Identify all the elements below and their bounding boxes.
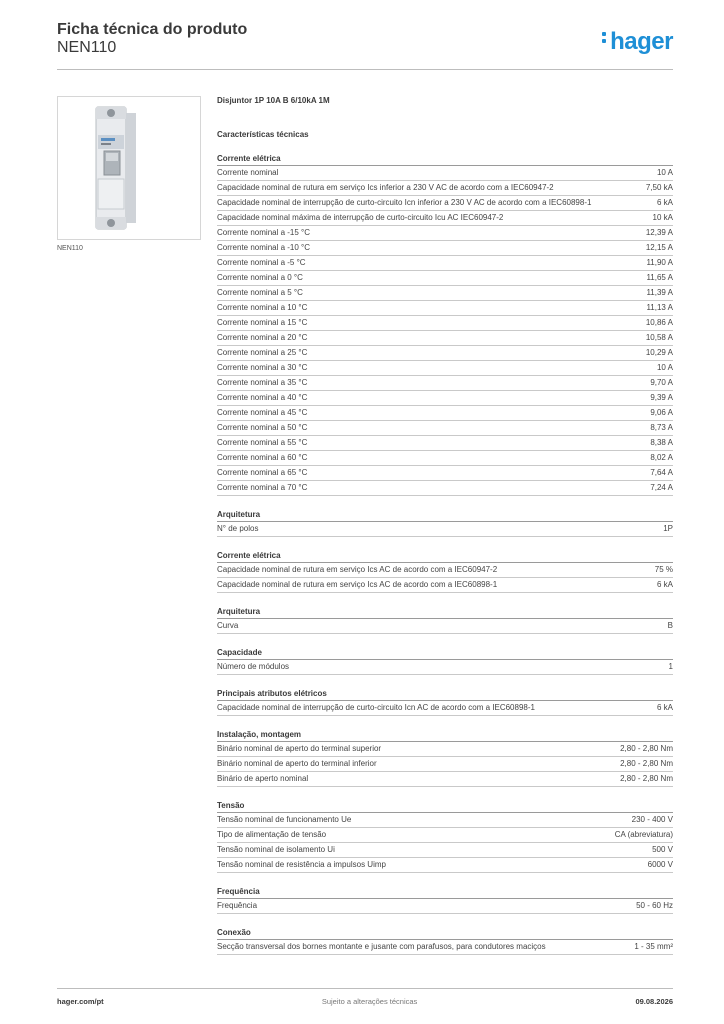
spec-label: Frequência (217, 901, 258, 910)
spec-label: Capacidade nominal de interrupção de curto-circuito Icn inferior a 230 V AC de acordo com a IEC60898-1 (217, 198, 592, 207)
spec-value: 10 A (656, 363, 673, 372)
spec-row (217, 742, 673, 757)
spec-label: Corrente nominal a -10 °C (217, 243, 311, 252)
spec-section (217, 801, 673, 873)
spec-row (217, 899, 673, 914)
spec-label: Corrente nominal a 70 °C (217, 483, 308, 492)
spec-value: 6 kA (656, 703, 673, 712)
product-name: Disjuntor 1P 10A B 6/10kA 1M (217, 96, 330, 105)
spec-row (217, 286, 673, 301)
section-title: Principais atributos elétricos (217, 689, 673, 701)
spec-section (217, 607, 673, 634)
spec-content (217, 96, 673, 955)
spec-row (217, 940, 673, 955)
spec-value: 10,29 A (645, 348, 673, 357)
spec-label: Tensão nominal de funcionamento Ue (217, 815, 352, 824)
spec-value: 8,02 A (650, 453, 673, 462)
circuit-breaker-image (58, 97, 200, 239)
spec-value: 11,90 A (646, 258, 673, 267)
page-title: Ficha técnica do produto (57, 21, 248, 38)
spec-value: 2,80 - 2,80 Nm (620, 744, 673, 753)
spec-row (217, 316, 673, 331)
spec-label: Binário de aperto nominal (217, 774, 309, 783)
spec-value: 10 kA (652, 213, 673, 222)
spec-row (217, 166, 673, 181)
section-title: Conexão (217, 928, 673, 940)
logo-dots-icon (602, 32, 608, 46)
spec-value: 1P (663, 524, 673, 533)
spec-section (217, 510, 673, 537)
spec-row (217, 211, 673, 226)
spec-row (217, 196, 673, 211)
spec-value: 12,15 A (645, 243, 673, 252)
spec-row (217, 843, 673, 858)
spec-value: 500 V (652, 845, 673, 854)
spec-label: Corrente nominal a 40 °C (217, 393, 308, 402)
spec-label: Curva (217, 621, 239, 630)
page-footer (57, 988, 673, 1006)
spec-value: 11,13 A (646, 303, 673, 312)
spec-label: Corrente nominal a 35 °C (217, 378, 308, 387)
spec-value: 12,39 A (645, 228, 673, 237)
spec-label: Corrente nominal a 45 °C (217, 408, 308, 417)
spec-value: B (667, 621, 673, 630)
spec-value: 7,50 kA (645, 183, 673, 192)
spec-row (217, 241, 673, 256)
spec-value: CA (abreviatura) (614, 830, 673, 839)
section-title: Arquitetura (217, 510, 673, 522)
spec-row (217, 701, 673, 716)
spec-value: 9,70 A (650, 378, 673, 387)
spec-value: 11,65 A (646, 273, 673, 282)
section-title: Capacidade (217, 648, 673, 660)
spec-label: Corrente nominal a 0 °C (217, 273, 303, 282)
spec-value: 230 - 400 V (631, 815, 673, 824)
spec-value: 7,24 A (650, 483, 673, 492)
spec-label: Corrente nominal a -15 °C (217, 228, 311, 237)
spec-label: Corrente nominal a 10 °C (217, 303, 308, 312)
spec-section (217, 689, 673, 716)
spec-label: Binário nominal de aperto do terminal inferior (217, 759, 377, 768)
spec-label: Secção transversal dos bornes montante e jusante com parafusos, para condutores maciços (217, 942, 546, 951)
spec-row (217, 271, 673, 286)
spec-row (217, 181, 673, 196)
spec-label: Capacidade nominal máxima de interrupção de curto-circuito Icu AC IEC60947-2 (217, 213, 504, 222)
spec-row (217, 619, 673, 634)
image-caption: NEN110 (57, 245, 83, 252)
spec-row (217, 361, 673, 376)
spec-label: Corrente nominal (217, 168, 279, 177)
spec-value: 8,73 A (650, 423, 673, 432)
hager-logo (602, 28, 673, 56)
spec-row (217, 421, 673, 436)
spec-label: Corrente nominal a 20 °C (217, 333, 308, 342)
spec-label: Tensão nominal de isolamento Ui (217, 845, 335, 854)
footer-note: Sujeito a alterações técnicas (321, 997, 418, 1006)
spec-value: 75 % (654, 565, 673, 574)
spec-row (217, 406, 673, 421)
spec-row (217, 391, 673, 406)
spec-row (217, 563, 673, 578)
spec-row (217, 466, 673, 481)
spec-row (217, 331, 673, 346)
section-title: Corrente elétrica (217, 551, 673, 563)
spec-label: Binário nominal de aperto do terminal superior (217, 744, 382, 753)
spec-row (217, 757, 673, 772)
spec-label: Capacidade nominal de interrupção de curto-circuito Icn AC de acordo com a IEC60898-1 (217, 703, 535, 712)
spec-row (217, 256, 673, 271)
spec-row (217, 451, 673, 466)
spec-value: 10,86 A (645, 318, 673, 327)
spec-value: 50 - 60 Hz (636, 901, 673, 910)
spec-label: Corrente nominal a -5 °C (217, 258, 306, 267)
section-title: Arquitetura (217, 607, 673, 619)
spec-value: 6 kA (656, 198, 673, 207)
spec-label: Capacidade nominal de rutura em serviço Ics AC de acordo com a IEC60898-1 (217, 580, 498, 589)
page-header (57, 20, 673, 70)
spec-label: Corrente nominal a 30 °C (217, 363, 308, 372)
footer-website: hager.com/pt (57, 997, 104, 1006)
spec-row (217, 436, 673, 451)
spec-label: Corrente nominal a 25 °C (217, 348, 308, 357)
spec-value: 11,39 A (646, 288, 673, 297)
spec-value: 1 (668, 662, 673, 671)
spec-label: Capacidade nominal de rutura em serviço Ics AC de acordo com a IEC60947-2 (217, 565, 498, 574)
spec-section (217, 928, 673, 955)
section-title: Tensão (217, 801, 673, 813)
spec-label: Tipo de alimentação de tensão (217, 830, 327, 839)
spec-row (217, 481, 673, 496)
spec-row (217, 828, 673, 843)
spec-label: Corrente nominal a 15 °C (217, 318, 308, 327)
spec-section (217, 730, 673, 787)
spec-label: N° de polos (217, 524, 259, 533)
spec-value: 6000 V (647, 860, 673, 869)
spec-label: Corrente nominal a 55 °C (217, 438, 308, 447)
spec-value: 2,80 - 2,80 Nm (620, 774, 673, 783)
section-title: Frequência (217, 887, 673, 899)
spec-value: 9,06 A (650, 408, 673, 417)
spec-row (217, 226, 673, 241)
spec-row (217, 346, 673, 361)
spec-value: 1 - 35 mm² (634, 942, 673, 951)
spec-row (217, 772, 673, 787)
spec-label: Corrente nominal a 65 °C (217, 468, 308, 477)
spec-label: Capacidade nominal de rutura em serviço Ics inferior a 230 V AC de acordo com a IEC60947-2 (217, 183, 554, 192)
spec-label: Corrente nominal a 60 °C (217, 453, 308, 462)
spec-value: 7,64 A (650, 468, 673, 477)
product-image (57, 96, 201, 240)
spec-label: Tensão nominal de resistência a impulsos Uimp (217, 860, 386, 869)
spec-section (217, 551, 673, 593)
section-title: Instalação, montagem (217, 730, 673, 742)
spec-label: Número de módulos (217, 662, 290, 671)
spec-section (217, 648, 673, 675)
spec-value: 8,38 A (650, 438, 673, 447)
spec-value: 10 A (656, 168, 673, 177)
spec-value: 6 kA (656, 580, 673, 589)
characteristics-title: Características técnicas (217, 130, 309, 139)
spec-section (217, 154, 673, 496)
spec-row (217, 578, 673, 593)
product-code: NEN110 (57, 39, 117, 56)
spec-section (217, 887, 673, 914)
spec-row (217, 522, 673, 537)
spec-value: 10,58 A (645, 333, 673, 342)
spec-row (217, 376, 673, 391)
spec-row (217, 660, 673, 675)
section-title: Corrente elétrica (217, 154, 673, 166)
spec-label: Corrente nominal a 50 °C (217, 423, 308, 432)
spec-sections (217, 154, 673, 955)
spec-label: Corrente nominal a 5 °C (217, 288, 303, 297)
spec-row (217, 301, 673, 316)
spec-value: 9,39 A (650, 393, 673, 402)
spec-row (217, 858, 673, 873)
logo-text: hager (610, 28, 673, 55)
spec-value: 2,80 - 2,80 Nm (620, 759, 673, 768)
footer-date: 09.08.2026 (635, 997, 673, 1006)
spec-row (217, 813, 673, 828)
